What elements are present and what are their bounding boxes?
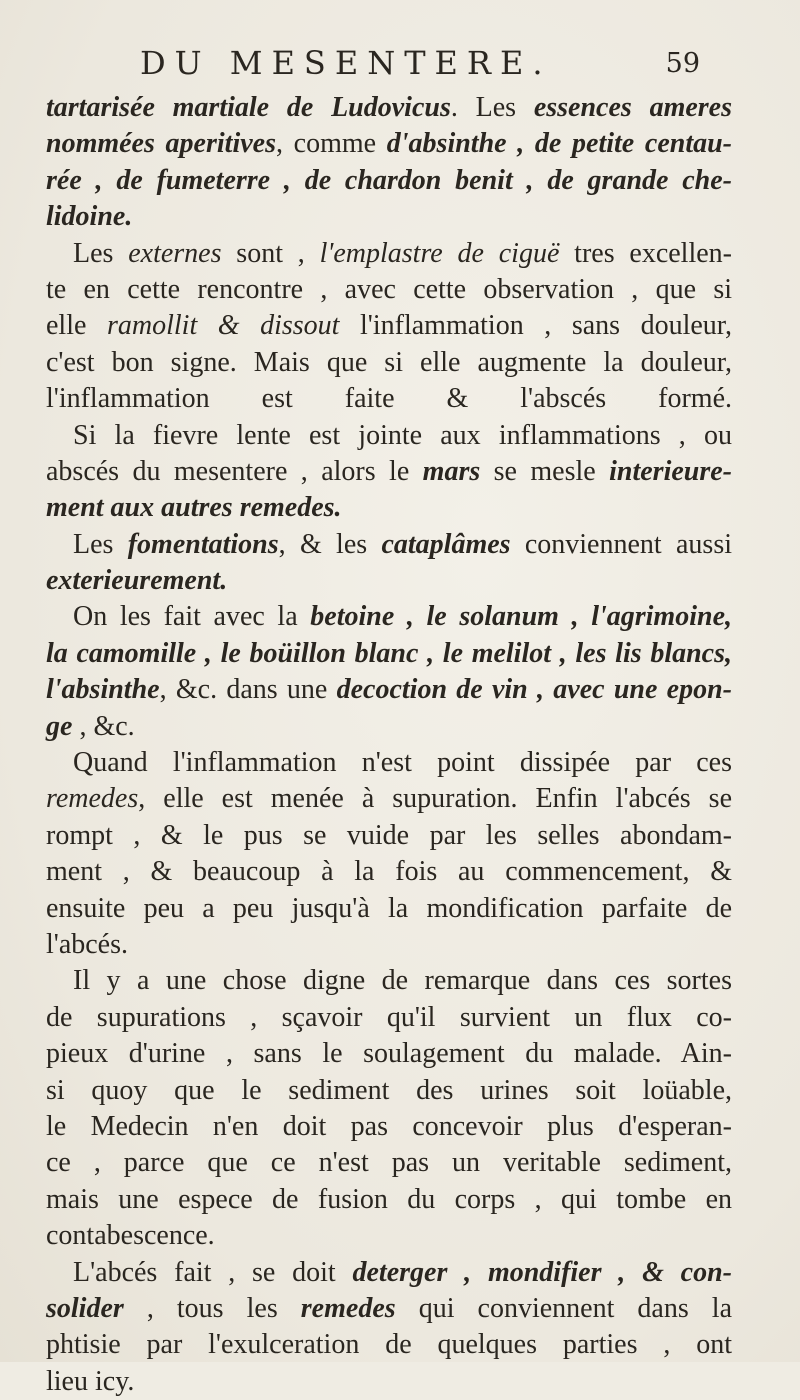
text-line xyxy=(46,527,732,563)
text-line xyxy=(46,163,732,199)
roman-text: qui conviennent dans la xyxy=(395,1292,733,1324)
text-line xyxy=(46,1145,732,1181)
italic-text: l'emplastre de ciguë xyxy=(319,237,560,269)
roman-text: Quand l'inflammation n'est point dissipée par ces xyxy=(73,747,732,779)
text-line xyxy=(46,891,732,927)
roman-text: le Medecin n'en doit pas concevoir plus d'esperan- xyxy=(46,1110,732,1142)
roman-text: Les xyxy=(73,237,129,269)
roman-text: l'abcés. xyxy=(46,928,129,960)
italic-text: betoine , le solanum , l'agrimoine, xyxy=(310,601,732,633)
roman-text: Les xyxy=(73,528,128,560)
roman-text: l'inflammation est faite & l'abscés formé. xyxy=(46,383,732,415)
text-line xyxy=(46,308,732,344)
italic-text: remedes xyxy=(300,1292,396,1324)
text-line xyxy=(46,818,732,854)
roman-text: se mesle xyxy=(480,455,610,487)
roman-text: , & les xyxy=(278,528,382,560)
text-line xyxy=(46,672,732,708)
roman-text: c'est bon signe. Mais que si elle augmente la douleur, xyxy=(46,346,732,378)
text-line xyxy=(46,490,732,526)
text-line xyxy=(46,126,732,162)
text-line xyxy=(46,1000,732,1036)
text-line xyxy=(46,418,732,454)
roman-text: , tous les xyxy=(123,1292,301,1324)
text-line xyxy=(46,927,732,963)
italic-text: mars xyxy=(422,455,481,487)
roman-text: On les fait avec la xyxy=(73,601,311,633)
italic-text: remedes xyxy=(46,783,139,815)
roman-text: L'abcés fait , se doit xyxy=(73,1256,353,1288)
text-line xyxy=(46,563,732,599)
italic-text: deterger , mondifier , & con- xyxy=(352,1256,732,1288)
roman-text: , &c. dans une xyxy=(159,674,337,706)
text-line xyxy=(46,236,732,272)
text-line xyxy=(46,636,732,672)
text-line xyxy=(46,709,732,745)
roman-text: mais une espece de fusion du corps , qui tombe en xyxy=(46,1183,732,1215)
roman-text: conviennent aussi xyxy=(510,528,732,560)
roman-text: Si la fievre lente est jointe aux inflammations , ou xyxy=(73,419,732,451)
roman-text: te en cette rencontre , avec cette observation , que si xyxy=(46,273,732,305)
text-line xyxy=(46,272,732,308)
italic-text: ramollit & dissout xyxy=(106,310,340,342)
italic-text: rée , de fumeterre , de chardon benit , de grande che- xyxy=(46,164,732,196)
italic-text: nommées aperitives xyxy=(46,128,276,160)
text-line xyxy=(46,1364,732,1400)
roman-text: ment , & beaucoup à la fois au commencement, & xyxy=(46,856,732,888)
text-line xyxy=(46,599,732,635)
roman-text: ensuite peu a peu jusqu'à la mondification parfaite de xyxy=(46,892,732,924)
roman-text: sont , xyxy=(221,237,320,269)
italic-text: solider xyxy=(46,1292,124,1324)
text-line xyxy=(46,90,732,126)
text-line xyxy=(46,781,732,817)
italic-text: la camomille , le boüillon blanc , le melilot , les lis blancs, xyxy=(46,637,732,669)
page-header xyxy=(140,44,700,90)
italic-text: essences ameres xyxy=(533,92,732,123)
roman-text: de supurations , sçavoir qu'il survient un flux co- xyxy=(46,1001,732,1033)
roman-text: , elle est menée à supuration. Enfin l'abcés se xyxy=(138,783,732,815)
text-line xyxy=(46,1036,732,1072)
italic-text: d'absinthe , de petite centau- xyxy=(386,128,733,160)
roman-text: abscés du mesentere , alors le xyxy=(46,455,423,487)
roman-text: tres excellen- xyxy=(559,237,732,269)
roman-text: contabescence. xyxy=(46,1220,215,1252)
running-title: DU MESENTERE. xyxy=(140,44,552,82)
text-line xyxy=(46,1218,732,1254)
text-line xyxy=(46,1109,732,1145)
italic-text: cataplâmes xyxy=(381,528,511,560)
text-line xyxy=(46,1291,732,1327)
text-line xyxy=(46,345,732,381)
text-line xyxy=(46,963,732,999)
text-line xyxy=(46,1182,732,1218)
text-line xyxy=(46,1327,732,1363)
italic-text: ment aux autres remedes. xyxy=(46,492,342,524)
roman-text: ce , parce que ce n'est pas un veritable sediment, xyxy=(46,1147,732,1179)
text-line xyxy=(46,745,732,781)
roman-text: si quoy que le sediment des urines soit loüable, xyxy=(46,1074,732,1106)
text-line xyxy=(46,454,732,490)
text-line xyxy=(46,1255,732,1291)
roman-text: . Les xyxy=(450,92,534,123)
italic-text: tartarisée martiale de Ludovicus xyxy=(46,92,451,123)
roman-text: rompt , & le pus se vuide par les selles abondam- xyxy=(46,819,732,851)
roman-text: , &c. xyxy=(72,710,135,742)
text-line xyxy=(46,1073,732,1109)
text-line xyxy=(46,854,732,890)
roman-text: elle xyxy=(46,310,107,342)
italic-text: exterieurement. xyxy=(46,565,228,597)
text-line xyxy=(46,381,732,417)
page-number: 59 xyxy=(665,48,700,79)
roman-text: lieu icy. xyxy=(46,1365,135,1397)
italic-text: decoction de vin , avec une epon- xyxy=(336,674,732,706)
roman-text: Il y a une chose digne de remarque dans ces sortes xyxy=(73,965,732,997)
italic-text: externes xyxy=(128,237,222,269)
italic-text: l'absinthe xyxy=(46,674,160,706)
italic-text: ge xyxy=(46,710,73,742)
roman-text: pieux d'urine , sans le soulagement du malade. Ain- xyxy=(46,1038,732,1070)
body-text xyxy=(46,90,732,1400)
roman-text: l'inflammation , sans douleur, xyxy=(339,310,733,342)
italic-text: fomentations xyxy=(127,528,279,560)
italic-text: lidoine. xyxy=(46,201,133,233)
roman-text: , comme xyxy=(275,128,387,160)
text-line xyxy=(46,199,732,235)
italic-text: interieure- xyxy=(609,455,733,487)
roman-text: phtisie par l'exulceration de quelques parties , ont xyxy=(46,1329,732,1361)
